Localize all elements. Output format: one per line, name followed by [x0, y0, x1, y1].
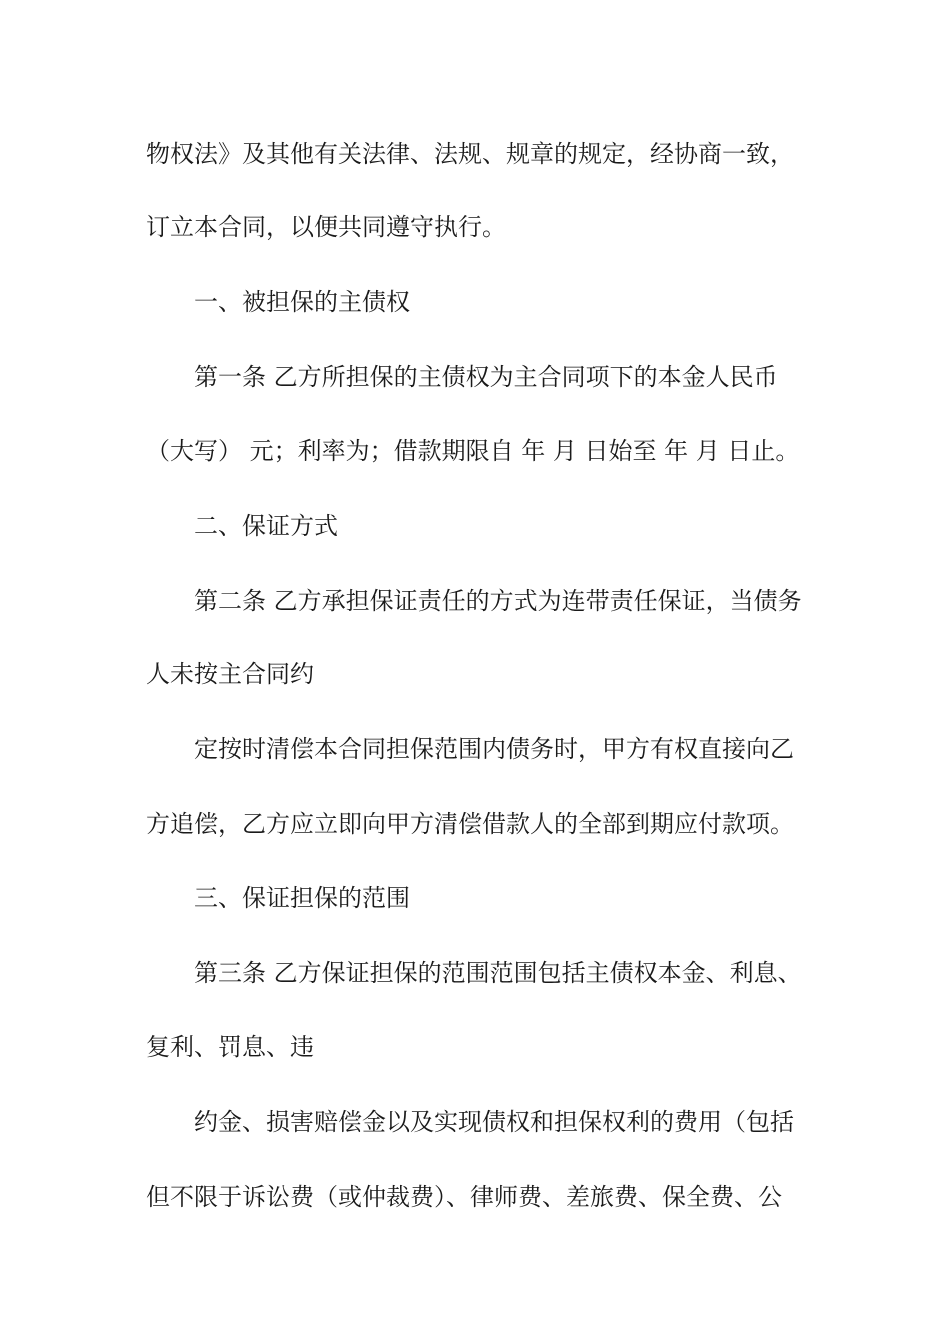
text-line: 订立本合同，以便共同遵守执行。 — [146, 213, 506, 241]
text-line: （大写） 元；利率为；借款期限自 年 月 日始至 年 月 日止。 — [146, 437, 800, 465]
section-heading: 一、被担保的主债权 — [194, 288, 410, 316]
text-line: 但不限于诉讼费（或仲裁费）、律师费、差旅费、保全费、公 — [146, 1183, 782, 1211]
text-line: 定按时清偿本合同担保范围内债务时，甲方有权直接向乙 — [194, 735, 794, 763]
section-heading: 三、保证担保的范围 — [194, 884, 410, 912]
section-heading: 二、保证方式 — [194, 512, 338, 540]
article-line: 第二条 乙方承担保证责任的方式为连带责任保证，当债务 — [194, 587, 802, 615]
text-line: 方追偿，乙方应立即向甲方清偿借款人的全部到期应付款项。 — [146, 810, 794, 838]
article-line: 第三条 乙方保证担保的范围范围包括主债权本金、利息、 — [194, 959, 802, 987]
text-line: 约金、损害赔偿金以及实现债权和担保权利的费用（包括 — [194, 1108, 794, 1136]
text-line: 物权法》及其他有关法律、法规、规章的规定，经协商一致， — [146, 140, 794, 168]
article-line: 第一条 乙方所担保的主债权为主合同项下的本金人民币 — [194, 363, 778, 391]
text-line: 人未按主合同约 — [146, 660, 314, 688]
text-line: 复利、罚息、违 — [146, 1033, 314, 1061]
